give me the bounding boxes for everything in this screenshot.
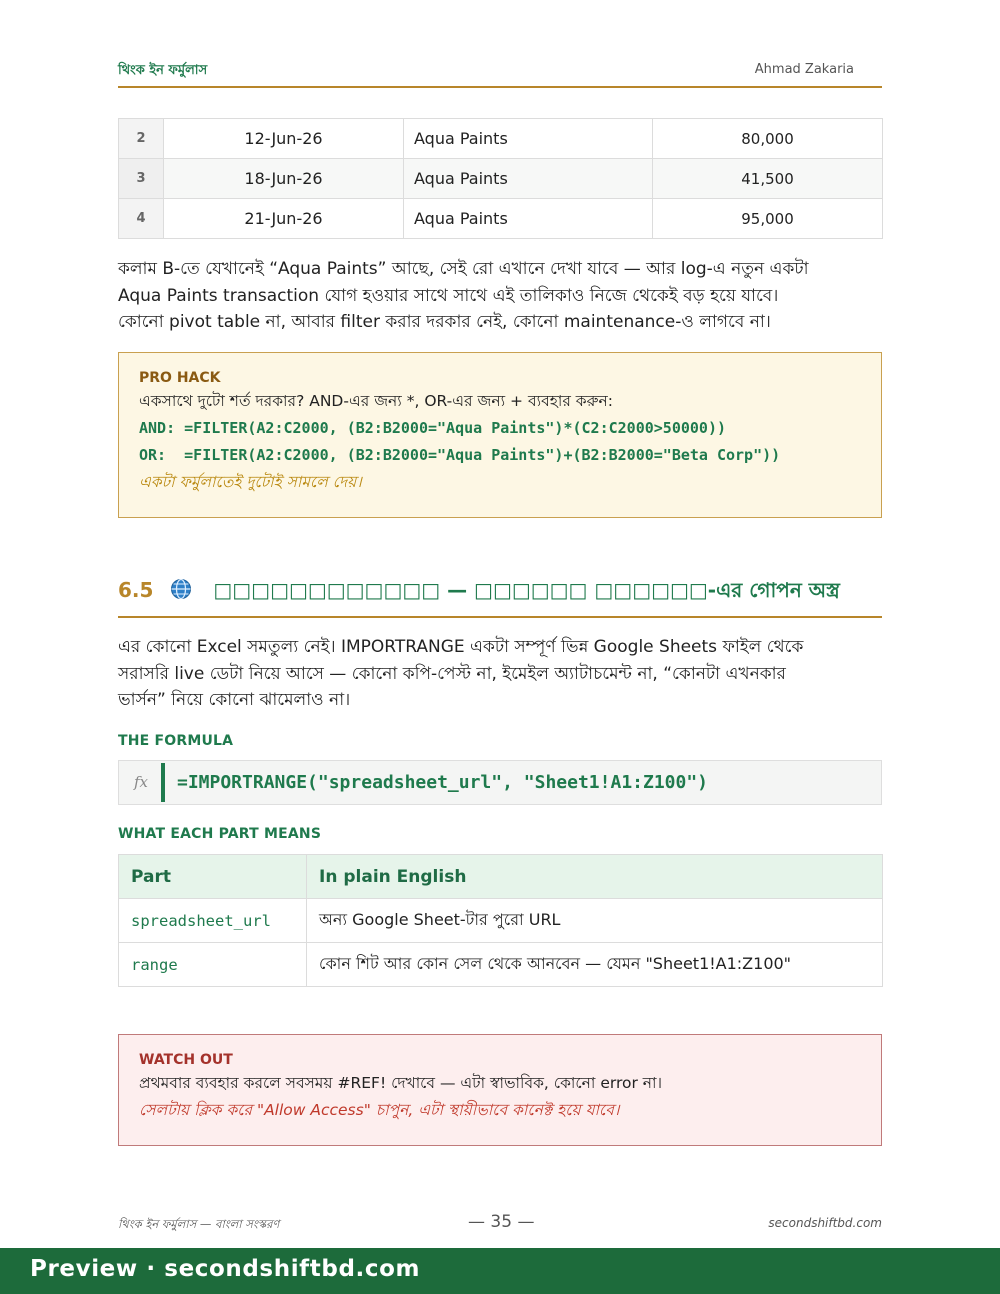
pro-hack-note: একটা ফর্মুলাতেই দুটোই সামলে দেয়। — [139, 473, 362, 491]
footer-book-title: থিংক ইন ফর্মুলাস — বাংলা সংস্করণ — [118, 1217, 280, 1231]
pro-hack-code-and: AND: =FILTER(A2:C2000, (B2:B2000="Aqua Paints")*(C2:C2000>50000)) — [139, 419, 726, 437]
section-rule — [118, 616, 882, 618]
section-line: এর কোনো Excel সমতুল্য নেই। IMPORTRANGE একটা সম্পূর্ণ ভিন্ন Google Sheets ফাইল থেকে — [118, 637, 804, 657]
transactions-table — [118, 118, 883, 239]
section-line: সরাসরি live ডেটা নিয়ে আসে — কোনো কপি-পেস্ট না, ইমেইল অ্যাটাচমেন্ট না, “কোনটা এখনকার — [118, 663, 786, 684]
table-row — [119, 899, 883, 943]
date-cell: 12-Jun-26 — [164, 119, 404, 159]
pro-hack-callout — [118, 352, 882, 518]
formula-label: THE FORMULA — [118, 733, 234, 749]
intro-paragraph — [118, 256, 888, 336]
watch-out-callout — [118, 1034, 882, 1146]
parts-table — [118, 854, 883, 987]
date-cell: 21-Jun-26 — [164, 199, 404, 239]
section-title: □□□□□□□□□□□□ — □□□□□□ □□□□□□-এর গোপন অস্ত্র — [213, 578, 840, 602]
section-line: ভার্সন” নিয়ে কোনো ঝামেলাও না। — [118, 690, 351, 710]
name-cell: Aqua Paints — [404, 159, 653, 199]
pro-hack-title: PRO HACK — [139, 370, 221, 386]
column-header-meaning: In plain English — [307, 855, 883, 899]
pro-hack-code-or: OR: =FILTER(A2:C2000, (B2:B2000="Aqua Paints")+(B2:B2000="Beta Corp")) — [139, 446, 781, 464]
section-number: 6.5 — [118, 578, 154, 602]
amount-cell: 95,000 — [653, 199, 883, 239]
amount-cell: 80,000 — [653, 119, 883, 159]
intro-line: Aqua Paints transaction যোগ হওয়ার সাথে সাথে এই তালিকাও নিজে থেকেই বড় হয়ে যাবে। — [118, 285, 779, 306]
preview-banner — [0, 1248, 1000, 1294]
globe-icon — [170, 578, 192, 600]
date-cell: 18-Jun-26 — [164, 159, 404, 199]
table-row — [119, 943, 883, 987]
table-row — [119, 199, 883, 239]
formula-accent-bar — [161, 763, 165, 802]
watch-out-text: প্রথমবার ব্যবহার করলে সবসময় #REF! দেখাবে — এটা স্বাভাবিক, কোনো error না। — [139, 1074, 663, 1092]
intro-line: কোনো pivot table না, আবার filter করার দরকার নেই, কোনো maintenance-ও লাগবে না। — [118, 312, 771, 332]
meaning-cell: কোন শিট আর কোন সেল থেকে আনবেন — যেমন "Sheet1!A1:Z100" — [307, 943, 883, 987]
row-number: 2 — [119, 119, 164, 159]
section-paragraph — [118, 634, 888, 714]
row-number: 4 — [119, 199, 164, 239]
section-heading — [118, 576, 840, 609]
footer-page-number: — 35 — — [468, 1212, 535, 1232]
part-cell: range — [119, 943, 307, 987]
fx-icon: fx — [134, 773, 149, 791]
name-cell: Aqua Paints — [404, 199, 653, 239]
parts-label: WHAT EACH PART MEANS — [118, 826, 322, 842]
formula-bar — [118, 760, 882, 805]
pro-hack-text: একসাথে দুটো শর্ত দরকার? AND-এর জন্য *, OR-এর জন্য + ব্যবহার করুন: — [139, 392, 614, 410]
amount-cell: 41,500 — [653, 159, 883, 199]
intro-line: কলাম B-তে যেখানেই “Aqua Paints” আছে, সেই রো এখানে দেখা যাবে — আর log-এ নতুন একটা — [118, 259, 809, 279]
formula-code: =IMPORTRANGE("spreadsheet_url", "Sheet1!A1:Z100") — [177, 772, 709, 793]
part-cell: spreadsheet_url — [119, 899, 307, 943]
name-cell: Aqua Paints — [404, 119, 653, 159]
watch-out-note: সেলটায় ক্লিক করে "Allow Access" চাপুন, এটা স্থায়ীভাবে কানেক্ট হয়ে যাবে। — [139, 1101, 620, 1119]
table-row — [119, 119, 883, 159]
column-header-part: Part — [119, 855, 307, 899]
watch-out-title: WATCH OUT — [139, 1052, 233, 1068]
header-rule — [118, 86, 882, 88]
header-author: Ahmad Zakaria — [754, 62, 854, 77]
meaning-cell: অন্য Google Sheet-টার পুরো URL — [307, 899, 883, 943]
footer-website: secondshiftbd.com — [768, 1216, 882, 1230]
header-book-title: থিংক ইন ফর্মুলাস — [118, 63, 208, 78]
row-number: 3 — [119, 159, 164, 199]
table-row — [119, 159, 883, 199]
table-header-row — [119, 855, 883, 899]
preview-banner-text: Preview · secondshiftbd.com — [30, 1256, 421, 1282]
